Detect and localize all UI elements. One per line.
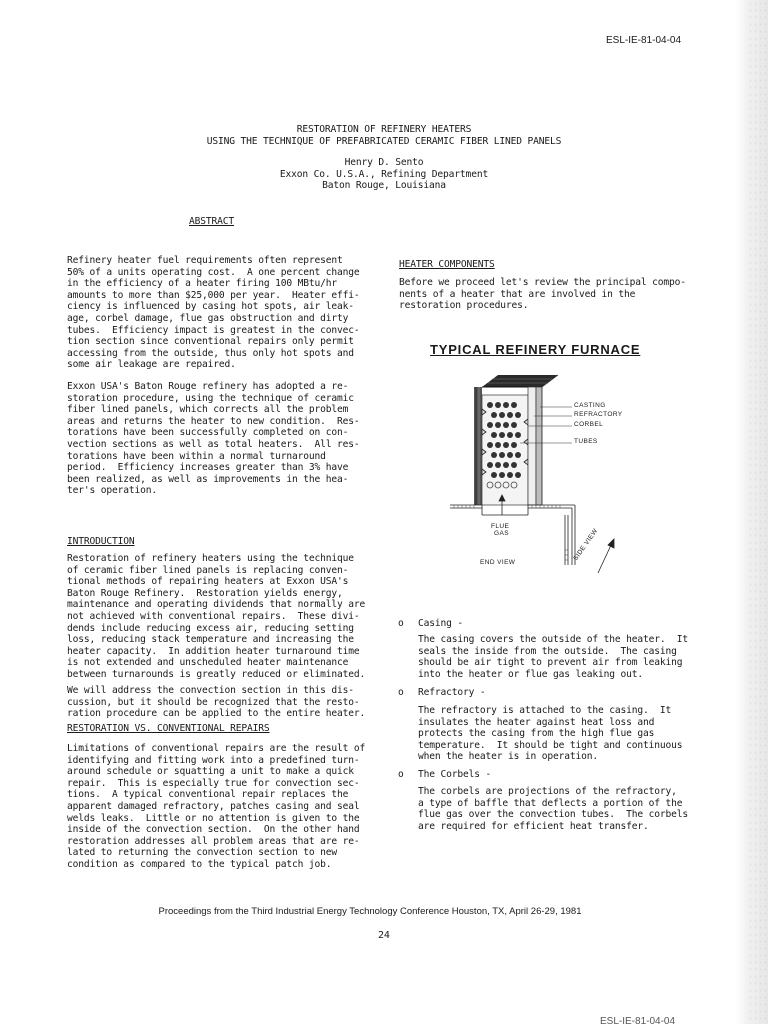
text-line: in the efficiency of a heater firing 100 MBtu/hr — [67, 278, 338, 290]
text-line: tubes. Efficiency impact is greatest in the convec- — [67, 324, 360, 336]
text-line: around schedule or squatting a unit to make a quick — [67, 766, 354, 778]
text-line: flue gas over the convection tubes. The corbels — [418, 809, 689, 821]
text-line: period. Efficiency increases greater than 3% have — [67, 462, 349, 474]
text-line: should be air tight to prevent air from leaking — [418, 657, 683, 669]
label-casing: CASTING — [574, 402, 606, 409]
text-line: condition as compared to the typical patch job. — [67, 858, 332, 870]
abstract-paragraph-2 — [67, 381, 360, 497]
text-line: maintenance and operating dividends that normally are — [67, 599, 366, 611]
text-line: 50% of a units operating cost. A one percent change — [67, 266, 360, 278]
component-desc-refractory — [418, 705, 682, 763]
text-line: identifying and fitting work into a predefined turn- — [67, 754, 360, 766]
text-line: lated to returning the convection section to new — [67, 847, 338, 859]
side-view-arrow — [598, 539, 614, 573]
text-line: torations have been within a normal turnaround — [67, 450, 326, 462]
text-line: We will address the convection section in this dis- — [67, 685, 354, 696]
text-line: Restoration of refinery heaters using the technique — [67, 553, 354, 564]
author-affiliation: Exxon Co. U.S.A., Refining Department — [279, 168, 489, 180]
introduction-heading: INTRODUCTION — [67, 536, 135, 547]
page-number: 24 — [378, 930, 390, 941]
author-name: Henry D. Sento — [344, 157, 424, 169]
proceedings-footer: Proceedings from the Third Industrial Energy Technology Conference Houston, TX, April 26-29, 1981 — [158, 906, 582, 917]
component-title-corbels: The Corbels - — [418, 769, 492, 780]
heater-components-paragraph — [399, 277, 686, 312]
text-line: The refractory is attached to the casing. It — [418, 705, 672, 716]
introduction-paragraph-2 — [67, 685, 365, 720]
text-line: repair. This is especially true for convection sec- — [67, 777, 360, 789]
text-line: when the heater is in operation. — [418, 751, 599, 763]
text-line: nents of a heater that are involved in the — [399, 288, 636, 300]
text-line: are required for efficient heat transfer. — [418, 820, 649, 832]
component-title-refractory: Refractory - — [418, 687, 486, 698]
label-side-view: SIDE VIEW — [572, 527, 600, 562]
text-line: Before we proceed let's review the principal compo- — [399, 277, 686, 288]
text-line: The corbels are projections of the refractory, — [418, 786, 677, 797]
text-line: some air leakage are repaired. — [67, 359, 236, 371]
left-wall — [474, 387, 482, 505]
author-location: Baton Rouge, Louisiana — [322, 180, 446, 192]
bottom-document-id: ESL-IE-81-04-04 — [600, 1016, 676, 1027]
text-line: a type of baffle that deflects a portion of the — [418, 797, 683, 809]
right-wall — [528, 375, 558, 505]
abstract-heading: ABSTRACT — [189, 216, 235, 227]
component-bullet-refractory: o — [398, 687, 404, 698]
text-line: Limitations of conventional repairs are the result of — [67, 743, 366, 754]
text-line: areas and returns the heater to new condition. Res- — [67, 415, 360, 427]
text-line: dends include reducing excess air, reducing setting — [67, 622, 354, 634]
component-desc-corbels — [418, 786, 688, 832]
component-title-casing: Casing - — [418, 618, 464, 629]
text-line: between turnarounds is greatly reduced or eliminated. — [67, 668, 366, 680]
text-line: tional methods of repairing heaters at Exxon USA's — [67, 576, 349, 588]
component-bullet-casing: o — [398, 618, 404, 629]
text-line: tion section since conventional repairs only permit — [67, 336, 354, 348]
text-line: apparent damaged refractory, patches casing and seal — [67, 800, 360, 812]
text-line: torations have been successfully completed on con- — [67, 427, 349, 439]
label-end-view: END VIEW — [480, 559, 516, 566]
text-line: accessing from the outside, thus only hot spots and — [67, 347, 354, 359]
furnace-diagram — [440, 365, 630, 580]
label-gas: GAS — [494, 530, 509, 537]
text-line: Refinery heater fuel requirements often represent — [67, 255, 343, 266]
text-line: Baton Rouge Refinery. Restoration yields energy, — [67, 587, 343, 599]
abstract-paragraph-1 — [67, 255, 360, 371]
heater-components-heading: HEATER COMPONENTS — [399, 259, 495, 270]
text-line: ter's operation. — [67, 485, 158, 497]
text-line: inside of the convection section. On the other hand — [67, 824, 360, 836]
restoration-vs-paragraph — [67, 743, 365, 871]
title-line-1: RESTORATION OF REFINERY HEATERS — [296, 124, 472, 135]
text-line: into the heater or flue gas leaking out. — [418, 668, 644, 680]
label-flue: FLUE — [491, 523, 510, 530]
text-line: ciency is influenced by casing hot spots, air leak- — [67, 301, 354, 313]
text-line: loss, reducing stack temperature and increasing the — [67, 634, 354, 646]
furnace-base — [450, 505, 575, 565]
text-line: been realized, as well as improvements in the hea- — [67, 473, 349, 485]
restoration-vs-heading: RESTORATION VS. CONVENTIONAL REPAIRS — [67, 723, 270, 734]
text-line: storation procedure, using the technique of ceramic — [67, 392, 354, 404]
introduction-paragraph-1 — [67, 553, 365, 681]
text-line: temperature. It should be tight and continuous — [418, 739, 683, 751]
text-line: The casing covers the outside of the heater. It — [418, 634, 689, 645]
text-line: protects the casing from the high flue gas — [418, 728, 655, 740]
label-corbel: CORBEL — [574, 421, 604, 428]
component-bullet-corbels: o — [398, 769, 404, 780]
tube-bank — [482, 395, 528, 505]
text-line: Exxon USA's Baton Rouge refinery has adopted a re- — [67, 381, 349, 392]
text-line: tions. A typical conventional repair replaces the — [67, 789, 349, 801]
text-line: ration procedure can be applied to the entire heater. — [67, 708, 366, 720]
text-line: age, corbel damage, flue gas obstruction and dirty — [67, 312, 349, 324]
document-id: ESL-IE-81-04-04 — [606, 35, 682, 46]
text-line: amounts to more than $25,000 per year. Heater effi- — [67, 289, 360, 301]
text-line: seals the inside from the outside. The casing — [418, 645, 677, 657]
text-line: not achieved with conventional repairs. These divi- — [67, 610, 360, 622]
text-line: heater capacity. In addition heater turnaround time — [67, 645, 360, 657]
text-line: fiber lined panels, which corrects all the problem — [67, 404, 349, 416]
text-line: cussion, but it should be recognized that the resto- — [67, 696, 360, 708]
text-line: restoration procedures. — [399, 300, 529, 312]
base-hatch — [454, 505, 568, 560]
text-line: restoration addresses all problem areas that are re- — [67, 835, 360, 847]
figure-title: TYPICAL REFINERY FURNACE — [430, 342, 641, 357]
label-refractory: REFRACTORY — [574, 411, 623, 418]
text-line: welds leaks. Little or no attention is given to the — [67, 812, 360, 824]
title-block — [0, 124, 768, 192]
casing-top — [482, 375, 558, 387]
text-line: vection sections as well as total heaters. All res- — [67, 438, 360, 450]
title-line-2: USING THE TECHNIQUE OF PREFABRICATED CERAMIC FIBER LINED PANELS — [206, 135, 562, 147]
text-line: insulates the heater against heat loss and — [418, 716, 655, 728]
text-line: of ceramic fiber lined panels is replacing conven- — [67, 564, 349, 576]
label-tubes: TUBES — [574, 438, 598, 445]
text-line: is not extended and unscheduled heater maintenance — [67, 657, 349, 669]
component-desc-casing — [418, 634, 688, 680]
